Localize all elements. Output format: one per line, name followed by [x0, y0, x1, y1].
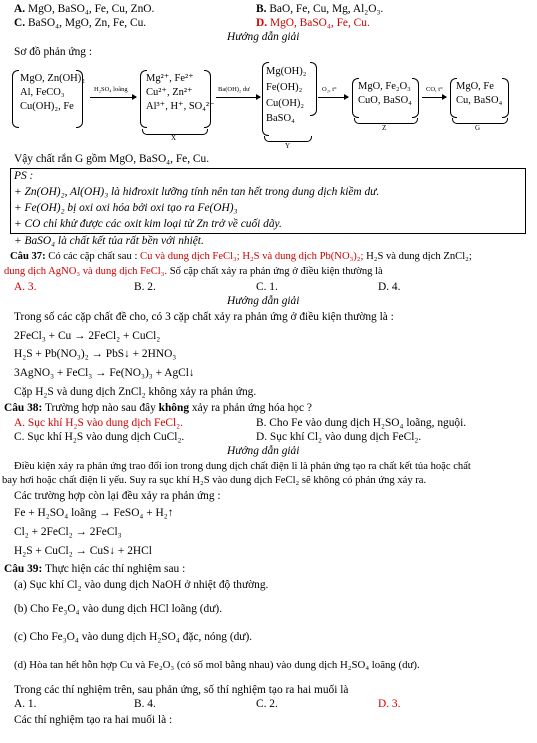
- ps-line-1: + Zn(OH)₂, Al(OH)₃ là hiđroxit lưỡng tính nên tan hết trong dung dịch kiềm dư.: [14, 186, 380, 198]
- q37-intro: Trong số các cặp chất đề cho, có 3 cặp chất xảy ra phản ứng ở điều kiện thường là :: [14, 311, 394, 323]
- q38-explanation-3: Các trường hợp còn lại đều xảy ra phản ứng :: [14, 490, 221, 502]
- label-y: Y: [285, 142, 291, 150]
- q37-option-c: C. 1.: [256, 281, 278, 293]
- equation: H₂S + CuCl₂ → CuS↓ + 2HCl: [14, 545, 152, 557]
- scheme-title: Sơ đồ phản ứng :: [14, 46, 93, 58]
- answer-c: C. BaSO₄, MgO, Zn, Fe, Cu.: [14, 17, 147, 29]
- arrow-label-4: CO, t°: [426, 86, 443, 93]
- q39-item-d: (d) Hòa tan hết hỗn hợp Cu và Fe₂O₃ (có số mol bằng nhau) vào dung dịch H₂SO₄ loãng (dư).: [14, 659, 420, 671]
- arrow-label-3: O₂, t°: [322, 86, 337, 93]
- q38-explanation-2: bay hơi hoặc chất điện li yếu. Suy ra sục khí H₂S vào dung dịch FeCl₂ sẽ không có phản ứng xảy ra.: [2, 475, 427, 486]
- q38-option-d: D. Sục khí Cl₂ vào dung dịch FeCl₂.: [256, 431, 422, 443]
- reaction-arrow: [318, 97, 348, 98]
- equation: H₂S + Pb(NO₃)₂ → PbS↓ + 2HNO₃: [14, 348, 177, 360]
- q37-option-d: D. 4.: [378, 281, 401, 293]
- guide-title: Hướng dẫn giải: [227, 31, 300, 43]
- q38-explanation-1: Điều kiện xảy ra phản ứng trao đổi ion trong dung dịch chất điện li là phản ứng tạo ra chất kết tủa hoặc chất: [14, 461, 471, 472]
- ps-line-3: + CO chỉ khử được các oxit kim loại từ Zn trở về cuối dãy.: [14, 218, 282, 230]
- equation: Cl₂ + 2FeCl₂ → 2FeCl₃: [14, 526, 122, 538]
- q39-question: Câu 39: Thực hiện các thí nghiệm sau :: [4, 563, 186, 575]
- answer-d-correct: D. MgO, BaSO₄, Fe, Cu.: [256, 17, 370, 29]
- q37-line-1: Câu 37: Có các cặp chất sau : Cu và dung dịch FeCl₃; H₂S và dung dịch Pb(NO₃)₂; H₂S và dung dịch ZnCl₂;: [10, 251, 472, 262]
- ps-line-4: + BaSO₄ là chất kết tủa rất bền với nhiệt.: [14, 235, 204, 247]
- reaction-arrow: [216, 97, 260, 98]
- equation: Fe + H₂SO₄ loãng → FeSO₄ + H₂↑: [14, 507, 174, 519]
- arrow-label-2: Ba(OH)₂ dư: [218, 86, 250, 93]
- q38-option-a: A. Sục khí H₂S vào dung dịch FeCl₂.: [14, 417, 183, 429]
- q39-prompt: Trong các thí nghiệm trên, sau phản ứng, số thí nghiệm tạo ra hai muối là: [14, 684, 349, 696]
- q39-option-b: B. 4.: [134, 698, 156, 710]
- q37-note: Cặp H₂S và dung dịch ZnCl₂ không xảy ra phản ứng.: [14, 386, 257, 398]
- scheme-group-1: MgO, Zn(OH)₂ Al, FeCO₃ Cu(OH)₂, Fe: [20, 73, 85, 113]
- label-z: Z: [382, 124, 387, 132]
- q38-question: Câu 38: Trường hợp nào sau đây không xảy ra phản ứng hóa học ?: [4, 402, 312, 414]
- q39-item-a: (a) Sục khí Cl₂ vào dung dịch NaOH ở nhiệt độ thường.: [14, 579, 269, 591]
- q37-line-2: dung dịch AgNO₃ và dung dịch FeCl₃. Số cặp chất xảy ra phản ứng ở điều kiện thường là: [4, 266, 383, 277]
- reaction-arrow: [90, 97, 136, 98]
- scheme-group-5: MgO, Fe Cu, BaSO₄: [456, 81, 503, 107]
- answer-b: B. BaO, Fe, Cu, Mg, Al₂O₃.: [256, 3, 384, 15]
- ps-line-2: + Fe(OH)₂ bị oxi oxi hóa bởi oxi tạo ra Fe(OH)₃: [14, 202, 238, 214]
- q39-option-a: A. 1.: [14, 698, 37, 710]
- q38-option-c: C. Sục khí H₂S vào dung dịch CuCl₂.: [14, 431, 185, 443]
- answer-a: A. MgO, BaSO₄, Fe, Cu, ZnO.: [14, 3, 155, 15]
- reaction-scheme: [10, 62, 530, 152]
- guide-title: Hướng dẫn giải: [227, 295, 300, 307]
- q39-option-c: C. 2.: [256, 698, 278, 710]
- reaction-arrow: [422, 97, 446, 98]
- q38-option-b: B. Cho Fe vào dung dịch H₂SO₄ loãng, nguội.: [256, 417, 467, 429]
- label-g: G: [475, 124, 481, 132]
- q39-option-d: D. 3.: [378, 698, 401, 710]
- q39-tail: Các thí nghiệm tạo ra hai muối là :: [14, 714, 173, 726]
- scheme-group-3: Mg(OH)₂ Fe(OH)₂ Cu(OH)₂ BaSO₄: [266, 66, 307, 125]
- scheme-group-4: MgO, Fe₂O₃ CuO, BaSO₄: [358, 81, 412, 107]
- guide-title: Hướng dẫn giải: [227, 445, 300, 457]
- equation: 2FeCl₃ + Cu → 2FeCl₂ + CuCl₂: [14, 330, 161, 342]
- q39-item-c: (c) Cho Fe₃O₄ vào dung dịch H₂SO₄ đặc, nóng (dư).: [14, 631, 253, 643]
- scheme-group-2: Mg²⁺, Fe²⁺ Cu²⁺, Zn²⁺ Al³⁺, H⁺, SO₄²⁻: [146, 73, 215, 113]
- equation: 3AgNO₃ + FeCl₃ → Fe(NO₃)₃ + AgCl↓: [14, 367, 195, 379]
- arrow-label-1: H₂SO₄ loãng: [94, 86, 128, 93]
- q37-option-a: A. 3.: [14, 281, 37, 293]
- q39-item-b: (b) Cho Fe₃O₄ vào dung dịch HCl loãng (dư).: [14, 603, 223, 615]
- label-x: X: [171, 134, 177, 142]
- q37-option-b: B. 2.: [134, 281, 156, 293]
- ps-title: PS :: [14, 170, 34, 182]
- conclusion: Vậy chất rắn G gồm MgO, BaSO₄, Fe, Cu.: [14, 153, 210, 165]
